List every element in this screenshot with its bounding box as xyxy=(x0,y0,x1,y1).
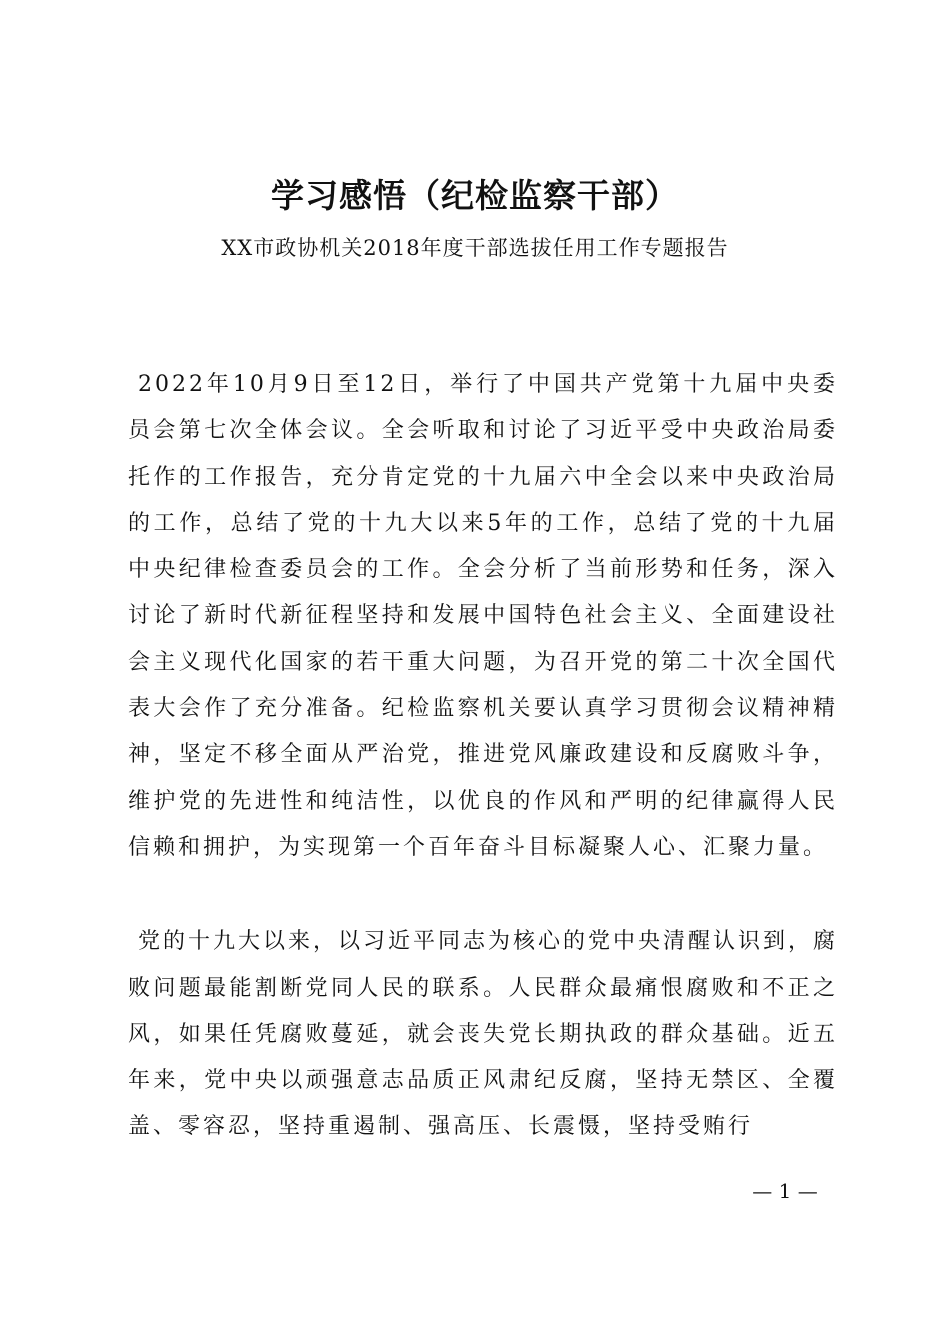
page-number: — 1 — xyxy=(752,1179,818,1203)
body-paragraph-2: 党的十九大以来，以习近平同志为核心的党中央清醒认识到，腐败问题最能割断党同人民的联系。人民群众最痛恨腐败和不正之风，如果任凭腐败蔓延，就会丧失党长期执政的群众基础。近五年来，党中央以顽强意志品质正风肃纪反腐，坚持无禁区、全覆盖、零容忍，坚持重遏制、强高压、长震慑，坚持受贿行 xyxy=(128,929,839,1140)
document-title: 学习感悟（纪检监察干部） xyxy=(271,176,679,215)
body-paragraph-1: 2022年10月9日至12日，举行了中国共产党第十九届中央委员会第七次全体会议。全会听取和讨论了习近平受中央政治局委托作的工作报告，充分肯定党的十九届六中全会以来中央政治局的工作，总结了党的十九大以来5年的工作，总结了党的十九届中央纪律检查委员会的工作。全会分析了当前形势和任务，深入讨论了新时代新征程坚持和发展中国特色社会主义、全面建设社会主义现代化国家的若干重大问题，为召开党的第二十次全国代表大会作了充分准备。纪检监察机关要认真学习贯彻会议精神精神，坚定不移全面从严治党，推进党风廉政建设和反腐败斗争，维护党的先进性和纯洁性，以优良的作风和严明的纪律赢得人民信赖和拥护，为实现第一个百年奋斗目标凝聚人心、汇聚力量。 xyxy=(128,372,838,860)
document-body xyxy=(128,362,838,1151)
document-subtitle: XX市政协机关2018年度干部选拔任用工作专题报告 xyxy=(221,236,729,260)
